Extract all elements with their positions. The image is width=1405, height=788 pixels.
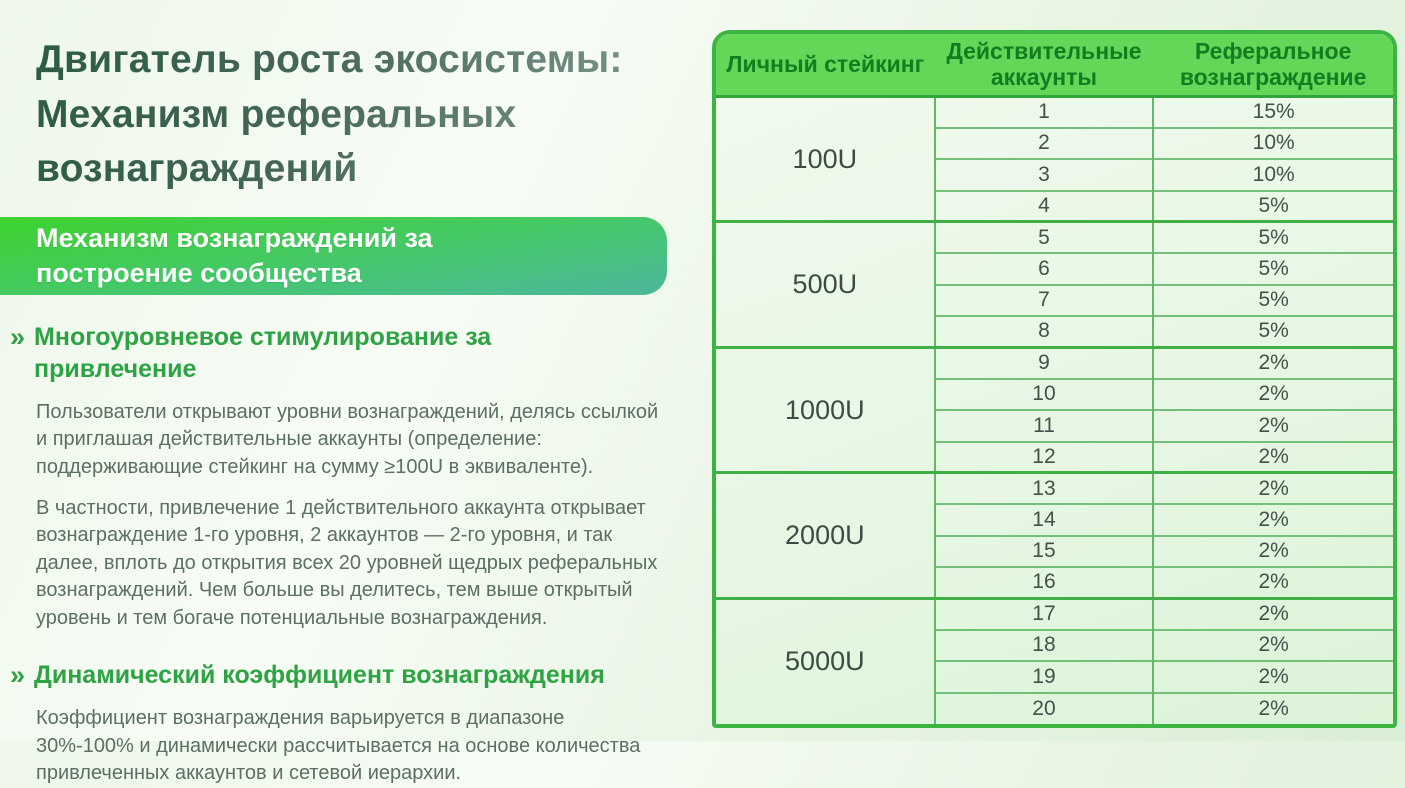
reward-cell: 2% — [1153, 567, 1393, 598]
staking-cell: 100U — [792, 143, 858, 174]
table-row — [716, 347, 1393, 378]
accounts-cell: 10 — [935, 379, 1154, 410]
accounts-cell: 19 — [935, 661, 1154, 692]
section-dynamic-coefficient — [0, 659, 680, 788]
table-row — [716, 96, 1393, 127]
accounts-cell: 20 — [935, 693, 1154, 725]
accounts-cell: 2 — [935, 128, 1154, 159]
reward-cell: 5% — [1153, 316, 1393, 347]
reward-cell: 2% — [1153, 347, 1393, 378]
staking-table — [716, 34, 1393, 724]
header-valid-accounts: Действительные аккаунты — [935, 34, 1154, 96]
reward-cell: 15% — [1153, 96, 1393, 127]
staking-cell: 1000U — [716, 347, 935, 473]
staking-cell: 5000U — [716, 598, 935, 724]
accounts-cell: 8 — [935, 316, 1154, 347]
paragraph: Пользователи открывают уровни вознаграждений, делясь ссылкой и приглашая действительные аккаунты (определение: поддерживающие стейкинг на сумму ≥100U в эквиваленте). — [36, 400, 659, 478]
section-heading: Динамический коэффициент вознаграждения — [34, 660, 605, 689]
accounts-cell: 14 — [935, 504, 1154, 535]
reward-cell: 2% — [1153, 693, 1393, 725]
header-personal-staking: Личный стейкинг — [716, 34, 935, 96]
staking-cell: 2000U — [716, 473, 935, 599]
reward-cell: 2% — [1153, 661, 1393, 692]
staking-cell: 500U — [716, 222, 935, 348]
accounts-cell: 12 — [935, 442, 1154, 473]
reward-cell: 2% — [1153, 442, 1393, 473]
banner-label: Механизм вознаграждений за построение сообщества — [36, 223, 433, 288]
section-heading-row — [10, 659, 630, 693]
table-row — [716, 598, 1393, 629]
accounts-cell: 1 — [935, 96, 1154, 127]
accounts-cell: 15 — [935, 536, 1154, 567]
reward-cell: 2% — [1153, 630, 1393, 661]
accounts-cell: 4 — [935, 191, 1154, 222]
section-heading: Многоуровневое стимулирование за привлечение — [34, 322, 492, 384]
referral-rewards-table — [712, 30, 1397, 728]
accounts-cell: 3 — [935, 159, 1154, 190]
reward-cell: 5% — [1153, 285, 1393, 316]
accounts-cell: 13 — [935, 473, 1154, 504]
chevron-right-icon: » — [10, 321, 26, 352]
paragraph: В частности, привлечение 1 действительного аккаунта открывает вознаграждение 1-го уровня, 2 аккаунтов — 2-го уровня, и так далее, вплоть до открытия всех 20 уровней щедрых реферальных вознаграждений. Чем больше вы делитесь, тем выше открытый уровень и тем богаче потенциальные вознаграждения. — [36, 496, 658, 629]
section-heading-row — [10, 321, 630, 386]
header-referral-reward: Реферальное вознаграждение — [1153, 34, 1393, 96]
reward-cell: 5% — [1153, 191, 1393, 222]
reward-cell: 5% — [1153, 253, 1393, 284]
reward-cell: 2% — [1153, 504, 1393, 535]
accounts-cell: 9 — [935, 347, 1154, 378]
chevron-right-icon: » — [10, 659, 26, 690]
reward-cell: 2% — [1153, 473, 1393, 504]
accounts-cell: 6 — [935, 253, 1154, 284]
reward-cell: 2% — [1153, 410, 1393, 441]
reward-cell: 10% — [1153, 159, 1393, 190]
accounts-cell: 5 — [935, 222, 1154, 253]
accounts-cell: 11 — [935, 410, 1154, 441]
reward-cell: 2% — [1153, 598, 1393, 629]
page-title: Двигатель роста экосистемы: Механизм реферальных вознаграждений — [36, 33, 636, 197]
table-header-row — [716, 34, 1393, 96]
accounts-cell: 18 — [935, 630, 1154, 661]
reward-cell: 5% — [1153, 222, 1393, 253]
accounts-cell: 16 — [935, 567, 1154, 598]
section-multilevel — [0, 321, 680, 633]
reward-cell: 2% — [1153, 379, 1393, 410]
reward-cell: 10% — [1153, 128, 1393, 159]
reward-cell: 2% — [1153, 536, 1393, 567]
accounts-cell: 17 — [935, 598, 1154, 629]
content-column — [0, 0, 680, 788]
table-row — [716, 222, 1393, 253]
accounts-cell: 7 — [935, 285, 1154, 316]
table-row — [716, 473, 1393, 504]
paragraph: Коэффициент вознаграждения варьируется в диапазоне 30%-100% и динамически рассчитывается на основе количества привлеченных аккаунтов и сетевой иерархии. — [36, 707, 641, 785]
section-banner — [0, 217, 667, 295]
